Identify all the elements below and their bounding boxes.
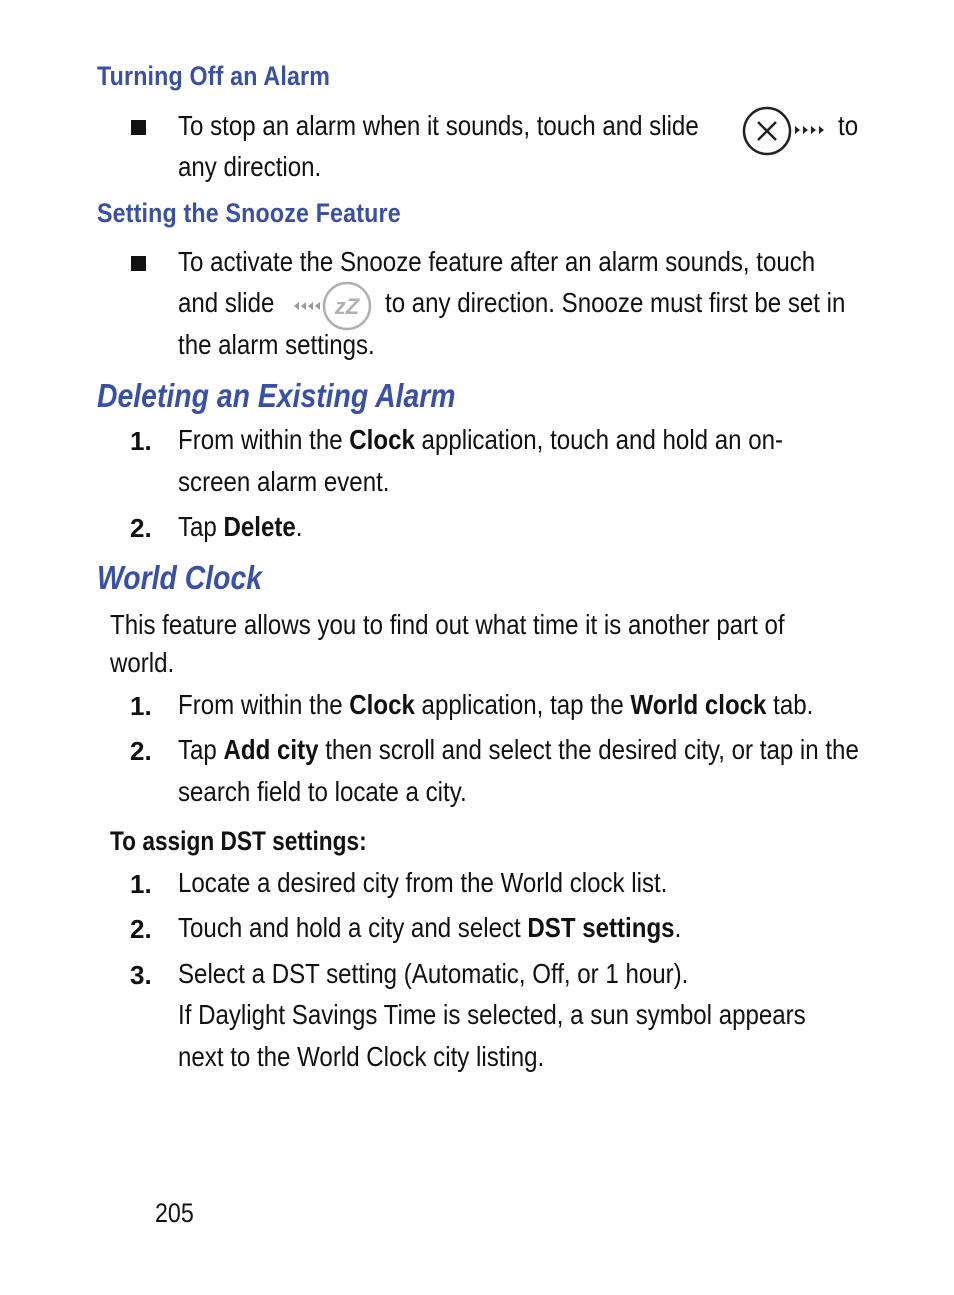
heading-world-clock: World Clock <box>97 559 263 596</box>
snooze-icon-label: zZ <box>334 294 360 319</box>
snooze-text-line1: To activate the Snooze feature after an alarm sounds, touch <box>178 246 816 277</box>
step-number: 1. <box>130 869 152 899</box>
page-number: 205 <box>155 1198 194 1228</box>
heading-turning-off-alarm: Turning Off an Alarm <box>97 61 331 91</box>
step-number: 2. <box>130 914 152 944</box>
step-number: 3. <box>130 960 152 990</box>
turning-off-text-line2: any direction. <box>178 151 322 182</box>
dst-subheading: To assign DST settings: <box>110 826 367 856</box>
deleting-step1-line2: screen alarm event. <box>178 466 390 497</box>
snooze-text-line2-end: to any direction. Snooze must first be set in <box>385 287 846 318</box>
turning-off-text-line1: To stop an alarm when it sounds, touch and slide <box>178 110 699 141</box>
heading-snooze-feature: Setting the Snooze Feature <box>97 198 401 228</box>
snooze-icon <box>290 280 374 332</box>
dst-note-line2: next to the World Clock city listing. <box>178 1041 545 1072</box>
dst-step3: Select a DST setting (Automatic, Off, or 1 hour). <box>178 958 689 989</box>
world-clock-intro-line2: world. <box>110 647 175 678</box>
bullet-marker <box>131 256 146 271</box>
dst-step2: Touch and hold a city and select DST settings. <box>178 912 682 943</box>
deleting-step2: Tap Delete. <box>178 511 303 542</box>
snooze-text-line3: the alarm settings. <box>178 329 375 360</box>
dismiss-alarm-icon <box>742 104 832 158</box>
step-number: 1. <box>130 691 152 721</box>
heading-deleting-alarm: Deleting an Existing Alarm <box>97 377 456 414</box>
world-clock-step2-line1: Tap Add city then scroll and select the desired city, or tap in the <box>178 734 859 765</box>
deleting-step1-line1: From within the Clock application, touch and hold an on- <box>178 424 784 455</box>
step-number: 2. <box>130 513 152 543</box>
dst-note-line1: If Daylight Savings Time is selected, a sun symbol appears <box>178 999 806 1030</box>
snooze-text-line2-start: and slide <box>178 287 275 318</box>
world-clock-intro-line1: This feature allows you to find out what time it is another part of <box>110 609 785 640</box>
dst-step1: Locate a desired city from the World clock list. <box>178 867 668 898</box>
turning-off-text-to: to <box>838 110 859 141</box>
bullet-marker <box>131 120 146 135</box>
world-clock-step2-line2: search field to locate a city. <box>178 776 467 807</box>
step-number: 2. <box>130 736 152 766</box>
step-number: 1. <box>130 426 152 456</box>
world-clock-step1: From within the Clock application, tap the World clock tab. <box>178 689 814 720</box>
